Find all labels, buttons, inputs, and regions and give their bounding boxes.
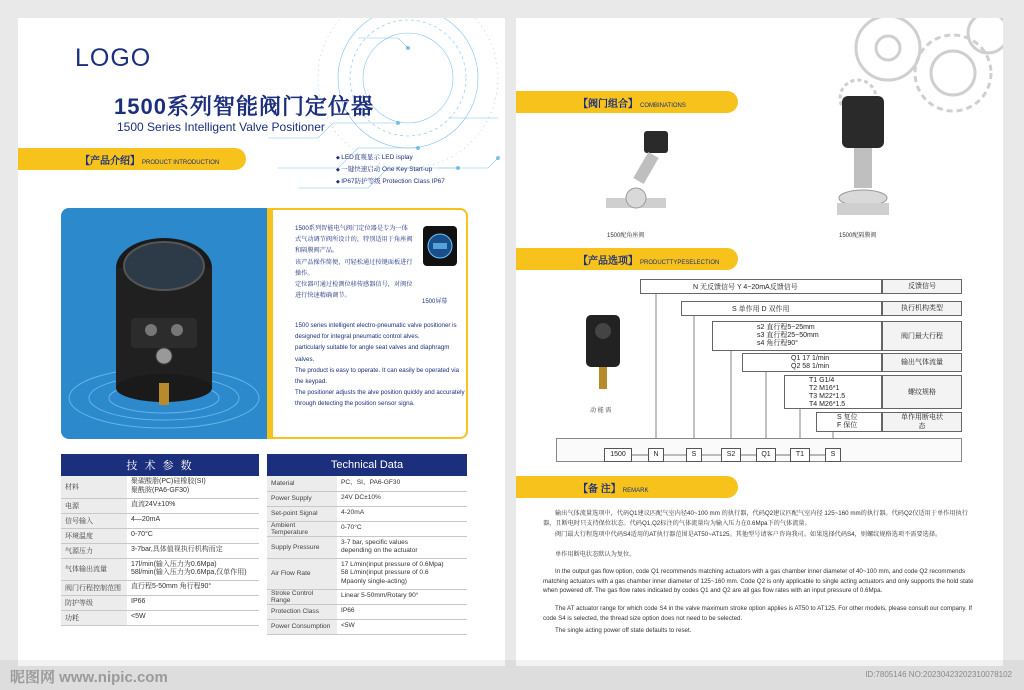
spec-value-line: IP66 [131,598,146,606]
spec-row [61,580,259,595]
spec-value-line: 0-70°C [131,531,153,539]
actuator-options: S 单作用 D 双作用 [732,306,790,313]
spec-value-line: 17l/min(输入压力为0.6Mpa) [131,560,217,568]
spec-row [267,619,467,634]
title-cn: 1500系列智能阀门定位器 [114,94,374,119]
spec-value [337,589,467,604]
spec-value-line: 4-20mA [341,509,365,517]
spec-value-line: 4—20mA [131,516,161,524]
thread-label: 螺纹规格 [882,375,962,409]
spec-value-line: 0-70°C [341,524,362,532]
spec-row [267,604,467,619]
spec-row [267,536,467,558]
stroke-label: 阀门最大行程 [882,321,962,351]
remark-en-3: The single acting power off state defaults to reset. [555,627,692,634]
spec-key: 电源 [61,498,127,513]
product-image-panel [61,208,267,439]
spec-key: Protection Class [267,604,337,619]
spec-value-line: 直行程5-50mm 角行程90° [131,583,212,591]
spec-row [61,528,259,543]
spec-table-cn [61,454,259,626]
spec-key: 信号输入 [61,513,127,528]
selection-tree-lines [516,18,1003,478]
spec-value [337,506,467,521]
spec-value [127,513,259,528]
section-bar-intro [18,148,246,170]
spec-key: 气体输出流量 [61,558,127,580]
spec-row [267,589,467,604]
code-actuator: S [686,448,702,462]
code-failsafe: S [825,448,841,462]
spec-row [267,491,467,506]
section-intro-cn: 【产品介绍】 [80,156,140,167]
spec-row [61,476,259,498]
desc-en-paragraph: The positioner adjusts the alve position quickly and accurately through detecting the position sensor signa. [295,389,465,408]
section-combo-cn: 【阀门组合】 [578,99,638,110]
spec-value-line: 直流24V±10% [131,501,176,509]
selection-row-stroke [712,321,882,351]
valve1-label: 1500配角座阀 [607,233,645,239]
spec-row [267,521,467,536]
spec-value-line: depending on the actuator [341,547,418,554]
spec-row [61,595,259,610]
code-feedback: N [648,448,664,462]
spec-row [61,610,259,625]
spec-value [337,619,467,634]
remark-cn-1: 输出气体流量选项中，代码Q1建议匹配气室内径40~100 mm 的执行器，代码Q2建议匹配气室内径 125~160 mm的执行器。代码Q2仅适用于单作用执行器，且断电时只支持保位状态。代码Q1,Q2标注的气体流量均为输入压力在0.6Mpa下的气体流量。 [543,510,968,527]
flow-label: 输出气体流量 [882,353,962,372]
spec-value [337,558,467,589]
selection-row-thread [784,375,882,409]
screen-label: 1500屏幕 [422,299,448,305]
watermark-strip [0,660,1024,690]
spec-key: Set-point Signal [267,506,337,521]
thread-option: T3 M22*1.5 [809,393,846,400]
spec-row [61,558,259,580]
spec-row [61,543,259,558]
code-stroke: S2 [721,448,741,462]
section-select-en: PRODUCTTYPESELECTION [640,260,720,266]
spec-key: Supply Pressure [267,536,337,558]
spec-value-line: 17 L/min(input pressure of 0.6Mpa) [341,560,444,568]
spec-value [337,476,467,491]
thread-option: T4 M26*1.5 [809,401,846,408]
selection-row-failsafe [816,412,882,432]
desc-en-paragraph: particularly suitable for angle seat valves and diaphragm valves. [295,344,450,363]
failsafe-option: F 保位 [837,422,858,429]
description-en [295,320,465,410]
product-thumbnail-label: 动 能 需 [590,408,612,414]
spec-key: 功耗 [61,610,127,625]
stroke-option: s4 角行程90° [757,340,798,347]
left-page [18,18,505,666]
description-cn [295,223,413,301]
feature-item: ◆ IP67防护等级 Protection Class IP67 [336,176,445,188]
spec-value [337,521,467,536]
title-en: 1500 Series Intelligent Valve Positioner [117,120,325,134]
spec-value [337,536,467,558]
spec-value [337,491,467,506]
code-flow: Q1 [756,448,776,462]
spec-key: 阀门行程控制范围 [61,580,127,595]
selection-row-flow [742,353,882,372]
spec-key: Stroke Control Range [267,589,337,604]
valve2-label: 1500配隔膜阀 [839,233,877,239]
spec-value-line: 3-7bar,具体值视执行机构而定 [131,546,223,554]
spec-en-header: Technical Data [267,454,467,476]
feature-item: ◆ 一键快速启动 One Key Start-up [336,164,445,176]
desc-cn-paragraph: 1500系列智能电气阀门定位器是专为一体式气动调节阀所设计的，特别适用于角座阀和隔膜阀产品。 [295,225,413,255]
feature-item: ◆ LED直观显示 LED isplay [336,152,445,164]
spec-value [127,476,259,498]
flow-option: Q1 17 1/min [791,355,830,362]
logo: LOGO [75,44,152,72]
spec-value-line: PC、SI、PA6-GF30 [341,479,401,486]
right-page [516,18,1003,666]
spec-row [267,558,467,589]
section-select-cn: 【产品选项】 [578,256,638,267]
selection-row-actuator [681,301,882,316]
feature-list [336,152,445,188]
section-remark-en: REMARK [622,488,649,494]
spec-key: 材料 [61,476,127,498]
spec-value-line: <5W [341,622,355,630]
stroke-option: s3 直行程25~50mm [757,332,819,339]
section-intro-en: PRODUCT INTRODUCTION [142,160,220,166]
spec-value-line: <5W [131,613,146,621]
spec-key: Material [267,476,337,491]
spec-key: 气源压力 [61,543,127,558]
section-remark-cn: 【备 注】 [578,484,621,495]
failsafe-option: S 复位 [837,414,858,421]
spec-key: Ambient Temperature [267,521,337,536]
desc-en-paragraph: The product is easy to operate. It can easily be operated via the keypad. [295,366,460,386]
thread-option: T2 M16*1 [809,385,840,392]
spec-key: Air Flow Rate [267,558,337,589]
spec-row [267,476,467,491]
flow-option: Q2 58 1/min [791,363,830,370]
positioner-image [61,208,267,439]
spec-value-line: 58l/min(输入压力为0.6Mpa,仅单作用) [131,569,247,576]
spec-value [127,543,259,558]
spec-value [127,595,259,610]
spec-value-line: 3-7 bar, specific values [341,538,409,546]
spec-value [337,604,467,619]
section-combo-en: COMBINATIONS [640,103,686,109]
spec-key: Power Consumption [267,619,337,634]
screen-image [423,226,457,266]
spec-value [127,610,259,625]
thread-option: T1 G1/4 [809,377,835,384]
spec-value-line: 58 L/min(input pressure of 0.6 [341,569,429,577]
desc-cn-paragraph: 该产品操作简便，可轻松通过按键面板进行操作。 [295,258,413,277]
spec-row [61,498,259,513]
feedback-options: N 无反馈信号 Y 4~20mA反馈信号 [693,284,798,291]
remark-cn-3: 单作用断电状态默认为复位。 [555,551,636,558]
failsafe-label: 单作用断电状态 [882,412,962,432]
spec-key: 防护等级 [61,595,127,610]
stroke-option: s2 直行程5~25mm [757,324,815,331]
spec-value [127,528,259,543]
watermark-right: ID:7805146 NO:20230423202310078102 [865,670,1012,679]
spec-value-line: 24V DC±10% [341,494,381,502]
spec-row [61,513,259,528]
watermark-left: 昵图网 www.nipic.com [10,669,168,686]
desc-en-paragraph: 1500 series intelligent electro-pneumatic valve positioner is designed for integral pneumatic control alves. [295,322,457,341]
remark-cn-2: 阀门最大行程选项中代码S4适用的AT执行器范围是AT50~AT125。其他型号请客户咨询我司。如果选择代码S4，则螺纹规格选项不需要选择。 [555,531,942,538]
remark-en-1: In the output gas flow option, code Q1 recommends matching actuators with a gas chamber inner diameter of 40~100 mm, and code Q2 recommends matching actuators with a gas chamber inner diameter of 125~160 mm. Code Q2 is only applicable to single acting actuators and only supports the hold state when powered off. The gas flow rates indicated by codes Q1 and Q2 are all gas flow rates with an input pressure of 0.6Mpa. [543,568,974,594]
spec-value [127,498,259,513]
code-base: 1500 [604,448,632,462]
selection-row-feedback [640,279,882,294]
spec-value-line: Mpaonly single-acting) [341,577,407,585]
spec-value [127,558,259,580]
spec-row [267,506,467,521]
spec-table-en [267,454,467,635]
spec-value-line: IP66 [341,607,355,615]
code-dashes [516,448,1003,462]
desc-cn-paragraph: 定位器可通过检测位移传感器信号，对阀位进行快速精确调节。 [295,281,413,300]
feedback-label: 反馈信号 [882,279,962,294]
spec-cn-header: 技 术 参 数 [61,454,259,476]
spec-value-line: 聚酰胺(PA6-GF30) [131,486,190,494]
description-panel [267,208,468,439]
spec-key: 环境温度 [61,528,127,543]
section-bar-remark [516,476,738,498]
spec-value [127,580,259,595]
actuator-label: 执行机构类型 [882,301,962,316]
spec-value-line: Linear 5-50mm/Rotary 90° [341,592,419,600]
spec-value-line: 聚碳酸脂(PC)硅橡胶(SI) [131,478,206,486]
spec-key: Power Supply [267,491,337,506]
remark-en-2: The AT actuator range for which code S4 in the valve maximum stroke option applies is AT50 to AT125. For other models, please consult our company. If code S4 is selected, the thread size option does not need to be selected. [543,605,972,622]
code-thread: T1 [790,448,810,462]
